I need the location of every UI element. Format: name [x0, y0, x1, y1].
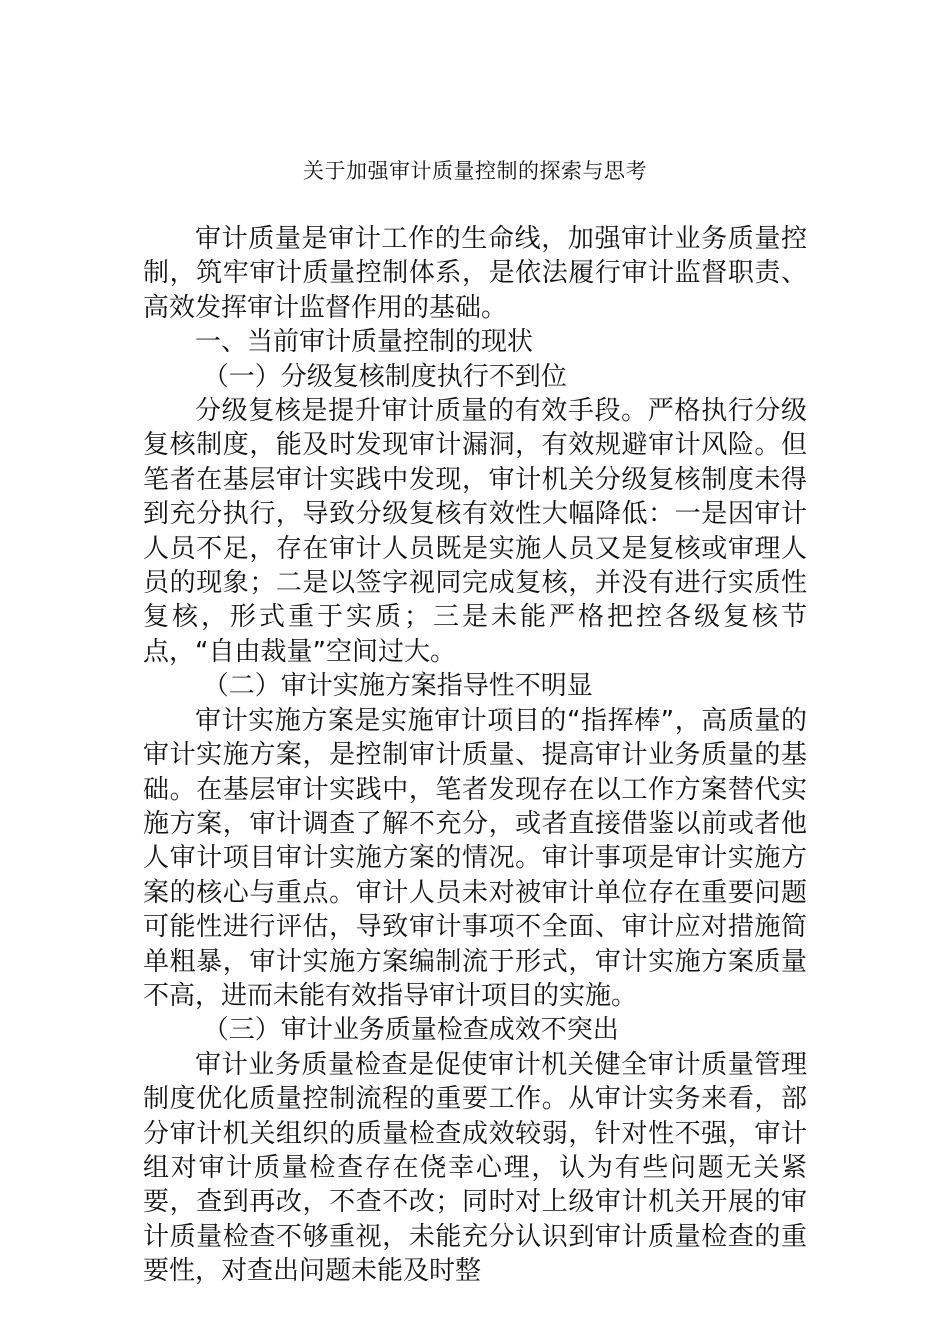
subsection-3-paragraph: 审计业务质量检查是促使审计机关健全审计质量管理制度优化质量控制流程的重要工作。从审计实务来看，部分审计机关组织的质量检查成效较弱，针对性不强，审计组对审计质量检查存在侥幸心理，认为有些问题无关紧要，查到再改，不查不改；同时对上级审计机关开展的审计质量检查不够重视，未能充分认识到审计质量检查的重要性，对查出问题未能及时整 — [143, 1049, 807, 1287]
intro-paragraph: 审计质量是审计工作的生命线，加强审计业务质量控制，筑牢审计质量控制体系，是依法履行审计监督职责、高效发挥审计监督作用的基础。 — [143, 224, 807, 323]
document-body — [143, 222, 807, 1289]
subsection-1-paragraph: 分级复核是提升审计质量的有效手段。严格执行分级复核制度，能及时发现审计漏洞，有效规避审计风险。但笔者在基层审计实践中发现，审计机关分级复核制度未得到充分执行，导致分级复核有效性大幅降低：一是因审计人员不足，存在审计人员既是实施人员又是复核或审理人员的现象；二是以签字视同完成复核，并没有进行实质性复核，形式重于实质；三是未能严格把控各级复核节点，“自由裁量”空间过大。 — [143, 396, 807, 667]
subsection-3-heading: （三）审计业务质量检查成效不突出 — [202, 1015, 619, 1046]
subsection-1-heading: （一）分级复核制度执行不到位 — [202, 361, 567, 392]
subsection-2-paragraph: 审计实施方案是实施审计项目的“指挥棒”，高质量的审计实施方案，是控制审计质量、提高审计业务质量的基础。在基层审计实践中，笔者发现存在以工作方案替代实施方案，审计调查了解不充分，或者直接借鉴以前或者他人审计项目审计实施方案的情况。审计事项是审计实施方案的核心与重点。审计人员未对被审计单位存在重要问题可能性进行评估，导致审计事项不全面、审计应对措施简单粗暴，审计实施方案编制流于形式，审计实施方案质量不高，进而未能有效指导审计项目的实施。 — [143, 705, 807, 1011]
section-1-heading: 一、当前审计质量控制的现状 — [195, 327, 534, 358]
subsection-2-heading: （二）审计实施方案指导性不明显 — [202, 671, 593, 702]
document-title: 关于加强审计质量控制的探索与思考 — [303, 159, 647, 183]
